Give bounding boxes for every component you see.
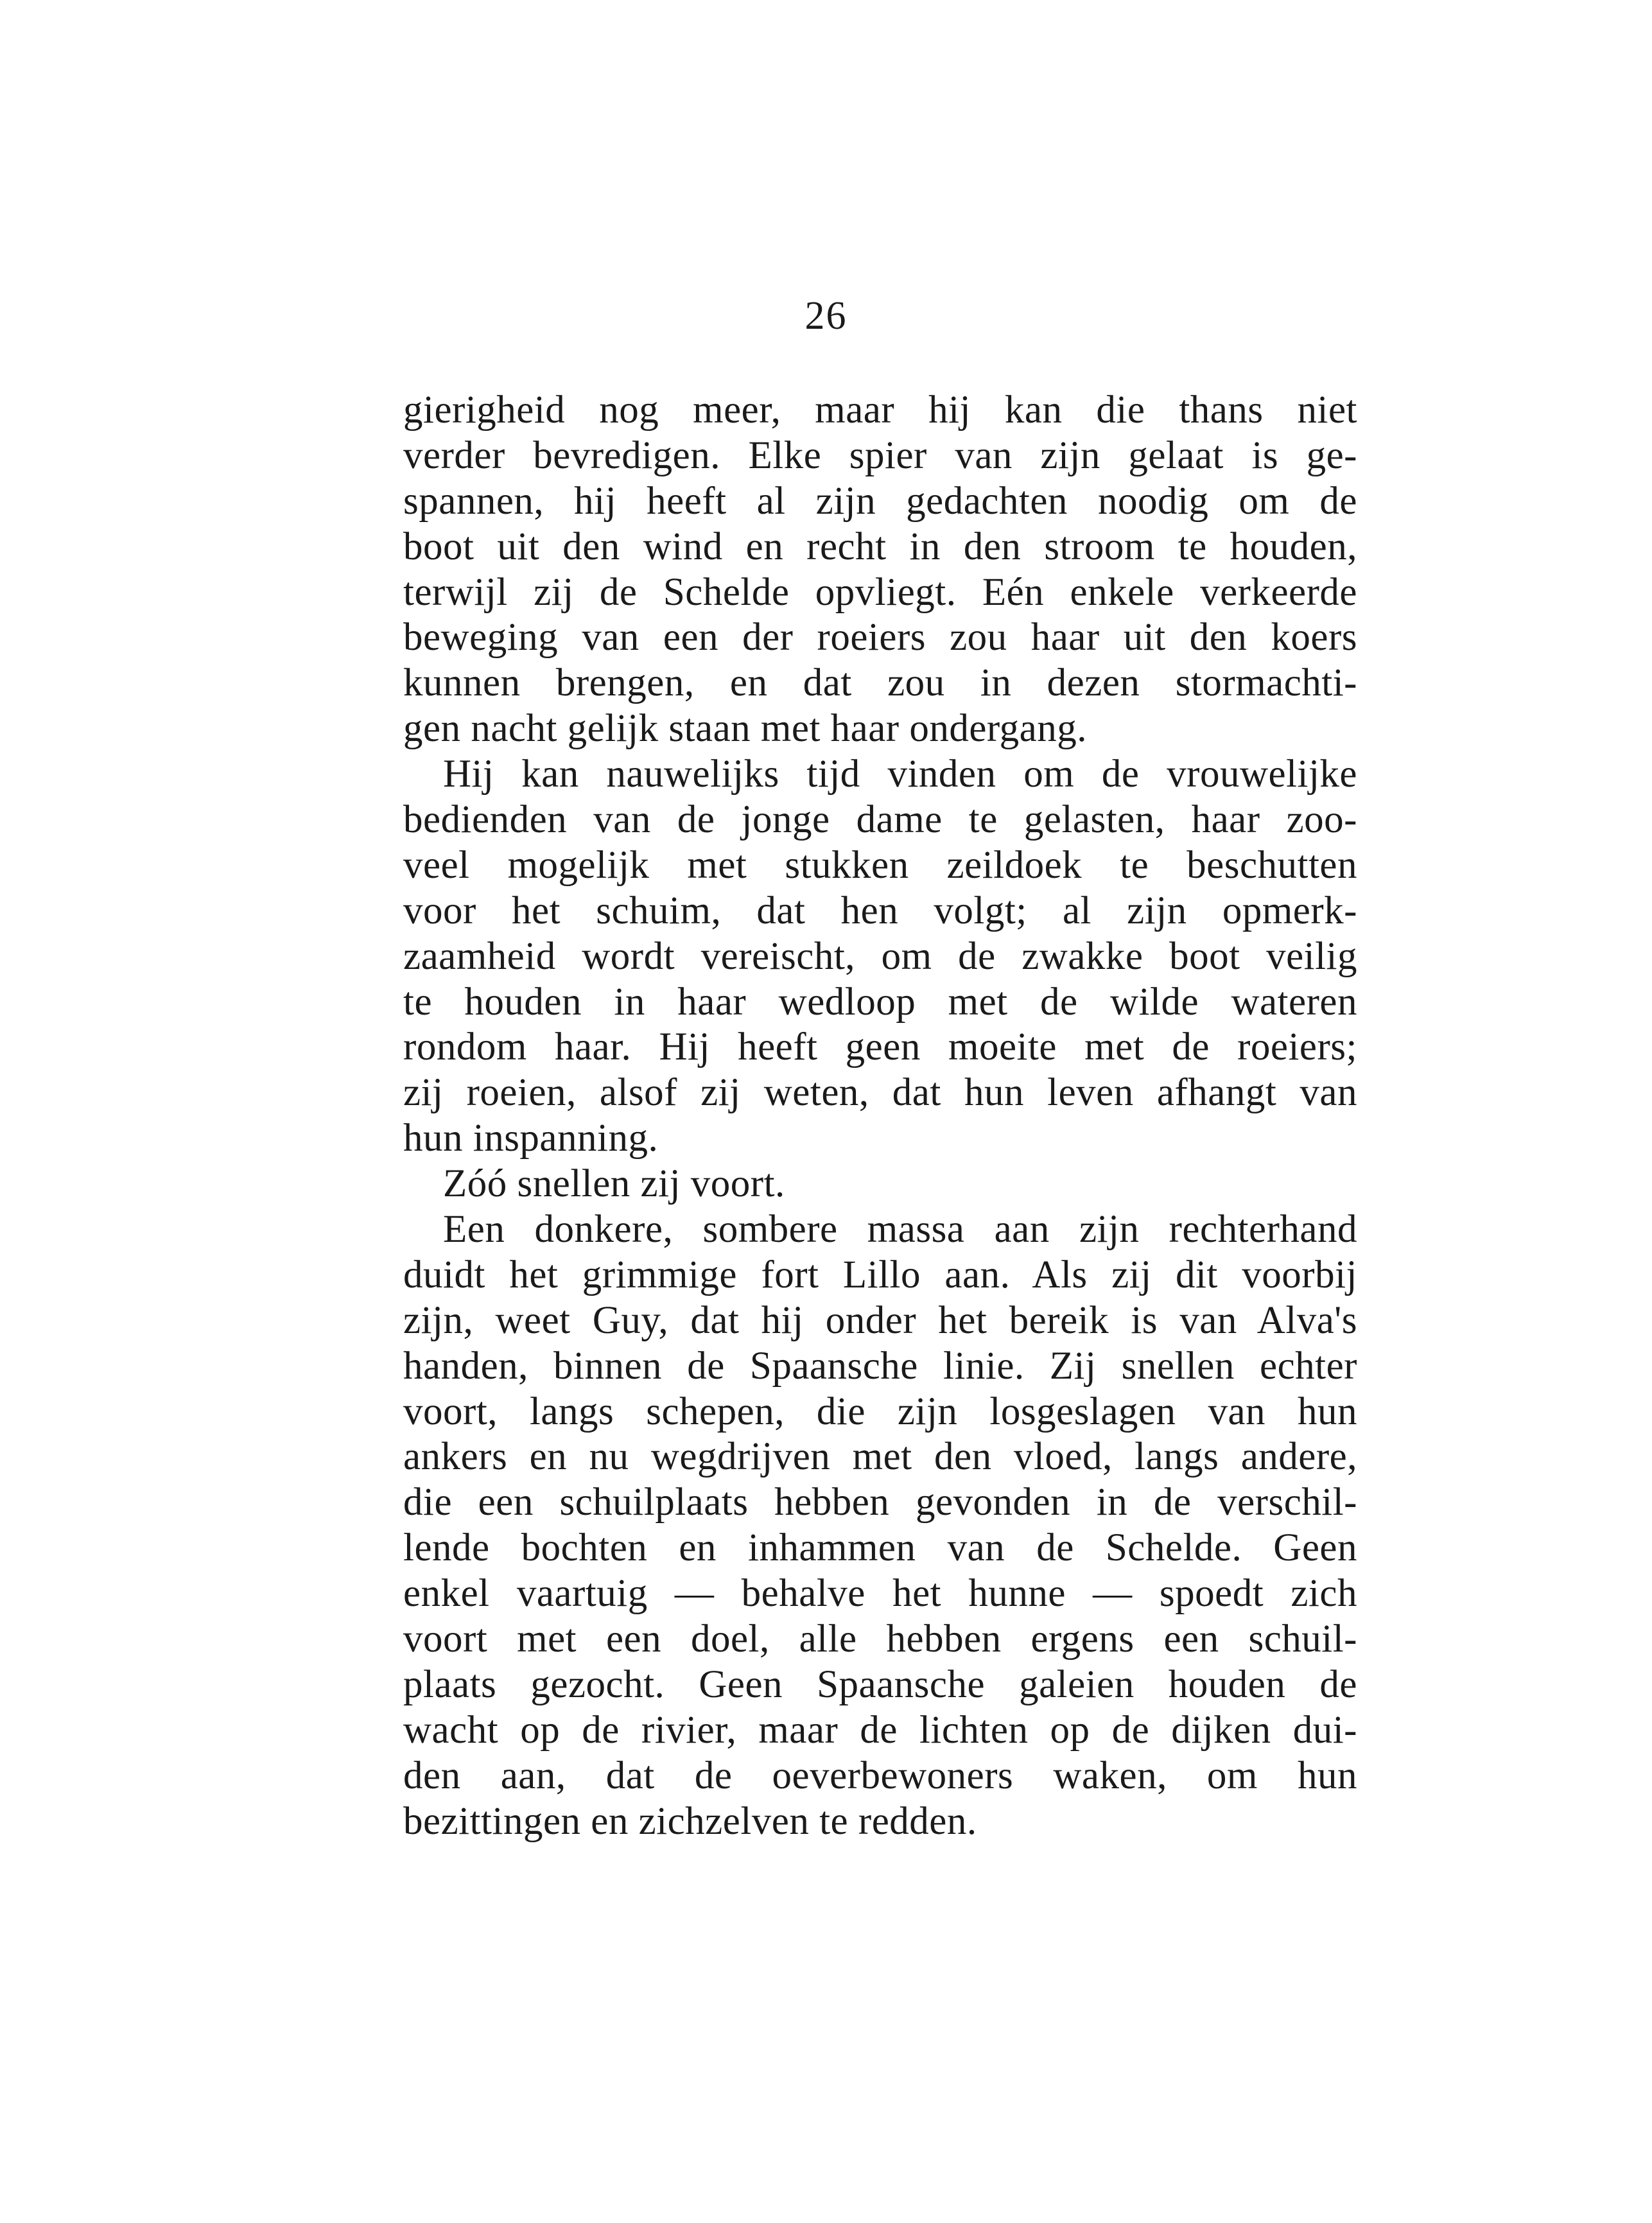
text-line: voort met een doel, alle hebben ergens een schuil- — [403, 1617, 1357, 1661]
text-line: voort, langs schepen, die zijn losgeslagen van hun — [403, 1390, 1357, 1433]
text-line: spannen, hij heeft al zijn gedachten noodig om de — [403, 479, 1357, 523]
text-line: wacht op de rivier, maar de lichten op de dijken dui- — [403, 1708, 1357, 1752]
body-text — [403, 388, 1357, 1845]
text-line: Hij kan nauwelijks tijd vinden om de vrouwelijke — [443, 753, 1357, 796]
text-line: zaamheid wordt vereischt, om de zwakke boot veilig — [403, 934, 1357, 978]
text-line: zijn, weet Guy, dat hij onder het bereik is van Alva's — [403, 1298, 1357, 1342]
text-line: hun inspanning. — [403, 1117, 659, 1160]
text-line: den aan, dat de oeverbewoners waken, om hun — [403, 1754, 1357, 1797]
text-line: zij roeien, alsof zij weten, dat hun leven afhangt van — [403, 1071, 1357, 1115]
text-line: rondom haar. Hij heeft geen moeite met de roeiers; — [403, 1025, 1357, 1069]
text-line: boot uit den wind en recht in den stroom te houden, — [403, 525, 1357, 568]
text-line: bedienden van de jonge dame te gelasten, haar zoo- — [403, 798, 1357, 842]
text-line: terwijl zij de Schelde opvliegt. Eén enkele verkeerde — [403, 570, 1357, 614]
text-line: handen, binnen de Spaansche linie. Zij snellen echter — [403, 1344, 1357, 1388]
text-line: Een donkere, sombere massa aan zijn rechterhand — [443, 1208, 1357, 1251]
text-line: duidt het grimmige fort Lillo aan. Als zij dit voorbij — [403, 1253, 1357, 1296]
text-line: die een schuilplaats hebben gevonden in de verschil- — [403, 1481, 1357, 1524]
text-line: Zóó snellen zij voort. — [443, 1162, 785, 1206]
text-line: beweging van een der roeiers zou haar uit den koers — [403, 616, 1357, 659]
text-line: gierigheid nog meer, maar hij kan die thans niet — [403, 388, 1357, 432]
text-line: ankers en nu wegdrijven met den vloed, langs andere, — [403, 1435, 1357, 1479]
text-line: gen nacht gelijk staan met haar ondergang. — [403, 707, 1087, 751]
text-line: plaats gezocht. Geen Spaansche galeien houden de — [403, 1662, 1357, 1706]
text-line: te houden in haar wedloop met de wilde wateren — [403, 980, 1357, 1024]
text-line: veel mogelijk met stukken zeildoek te beschutten — [403, 843, 1357, 887]
text-line: bezittingen en zichzelven te redden. — [403, 1799, 977, 1843]
text-line: kunnen brengen, en dat zou in dezen stormachti- — [403, 661, 1357, 705]
text-line: enkel vaartuig — behalve het hunne — spoedt zich — [403, 1572, 1357, 1616]
text-line: voor het schuim, dat hen volgt; al zijn opmerk- — [403, 889, 1357, 932]
page-number: 26 — [804, 294, 848, 338]
text-line: verder bevredigen. Elke spier van zijn gelaat is ge- — [403, 433, 1357, 477]
text-line: lende bochten en inhammen van de Schelde. Geen — [403, 1526, 1357, 1570]
